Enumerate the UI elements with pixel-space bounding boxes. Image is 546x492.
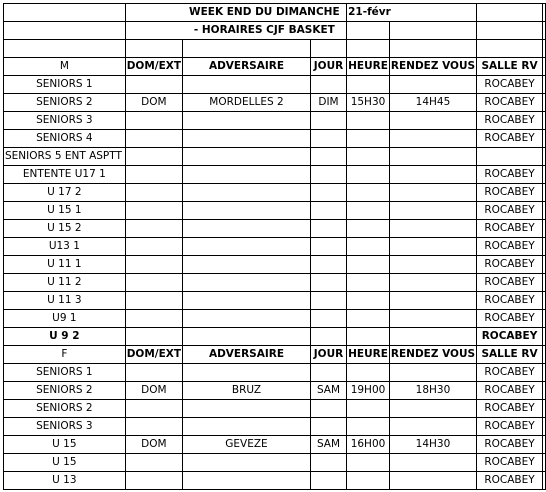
table-row xyxy=(4,400,546,418)
salle-cell[interactable]: ROCABEY xyxy=(477,328,543,346)
jour-cell[interactable] xyxy=(310,364,346,382)
salle-cell[interactable]: ROCABEY xyxy=(477,436,543,454)
adversaire-cell[interactable]: GEVEZE xyxy=(183,436,311,454)
salle-cell[interactable]: ROCABEY xyxy=(477,238,543,256)
team-cell[interactable]: U 11 3 xyxy=(4,292,126,310)
sheet-title[interactable]: WEEK END DU DIMANCHE xyxy=(183,4,347,22)
column-header[interactable]: RENDEZ VOUS xyxy=(389,58,476,76)
table-row xyxy=(4,436,546,454)
rdv-cell[interactable] xyxy=(389,238,476,256)
salle-cell[interactable]: ROCABEY xyxy=(477,382,543,400)
heure-cell[interactable] xyxy=(347,328,390,346)
cell[interactable] xyxy=(542,418,545,436)
rdv-cell[interactable] xyxy=(389,364,476,382)
sheet-subtitle[interactable]: - HORAIRES CJF BASKET xyxy=(183,22,347,40)
salle-cell[interactable]: ROCABEY xyxy=(477,220,543,238)
jour-cell[interactable] xyxy=(310,148,346,166)
team-cell[interactable]: SENIORS 4 xyxy=(4,130,126,148)
adversaire-cell[interactable] xyxy=(183,418,311,436)
heure-cell[interactable] xyxy=(347,238,390,256)
column-header[interactable]: M xyxy=(4,58,126,76)
jour-cell[interactable] xyxy=(310,274,346,292)
adversaire-cell[interactable] xyxy=(183,256,311,274)
salle-cell[interactable]: ROCABEY xyxy=(477,112,543,130)
cell[interactable] xyxy=(4,4,126,22)
domext-cell[interactable] xyxy=(125,130,182,148)
adversaire-cell[interactable] xyxy=(183,238,311,256)
table-row xyxy=(4,220,546,238)
team-cell[interactable]: U 15 xyxy=(4,454,126,472)
salle-cell[interactable]: ROCABEY xyxy=(477,400,543,418)
salle-cell[interactable]: ROCABEY xyxy=(477,274,543,292)
jour-cell[interactable] xyxy=(310,256,346,274)
table-row xyxy=(4,130,546,148)
domext-cell[interactable] xyxy=(125,256,182,274)
team-cell[interactable]: U 13 xyxy=(4,472,126,490)
rdv-cell[interactable] xyxy=(389,220,476,238)
sheet-body xyxy=(4,4,546,490)
column-header[interactable]: ADVERSAIRE xyxy=(183,58,311,76)
rdv-cell[interactable] xyxy=(389,76,476,94)
table-row xyxy=(4,364,546,382)
table-row xyxy=(4,418,546,436)
domext-cell[interactable] xyxy=(125,418,182,436)
table-row xyxy=(4,292,546,310)
cell[interactable] xyxy=(542,400,545,418)
cell[interactable] xyxy=(542,22,545,40)
rdv-cell[interactable] xyxy=(389,274,476,292)
table-row xyxy=(4,94,546,112)
table-row xyxy=(4,454,546,472)
women-header-row xyxy=(4,346,546,364)
cell[interactable] xyxy=(4,40,126,58)
cell[interactable] xyxy=(389,22,476,40)
rdv-cell[interactable] xyxy=(389,184,476,202)
cell[interactable] xyxy=(542,184,545,202)
rdv-cell[interactable] xyxy=(389,472,476,490)
heure-cell[interactable] xyxy=(347,112,390,130)
salle-cell[interactable]: ROCABEY xyxy=(477,364,543,382)
domext-cell[interactable] xyxy=(125,148,182,166)
cell[interactable] xyxy=(542,382,545,400)
rdv-cell[interactable]: 14H30 xyxy=(389,436,476,454)
cell[interactable] xyxy=(542,58,545,76)
heure-cell[interactable] xyxy=(347,166,390,184)
cell[interactable] xyxy=(542,346,545,364)
cell[interactable] xyxy=(542,328,545,346)
team-cell[interactable]: U 17 2 xyxy=(4,184,126,202)
table-row xyxy=(4,112,546,130)
heure-cell[interactable] xyxy=(347,148,390,166)
table-row xyxy=(4,472,546,490)
heure-cell[interactable] xyxy=(347,292,390,310)
heure-cell[interactable] xyxy=(347,184,390,202)
cell[interactable] xyxy=(542,472,545,490)
table-row xyxy=(4,184,546,202)
cell[interactable] xyxy=(542,112,545,130)
rdv-cell[interactable] xyxy=(389,400,476,418)
cell-cursor xyxy=(542,94,543,110)
salle-cell[interactable]: ROCABEY xyxy=(477,184,543,202)
heure-cell[interactable] xyxy=(347,274,390,292)
column-header[interactable]: JOUR xyxy=(310,346,346,364)
adversaire-cell[interactable]: MORDELLES 2 xyxy=(183,94,311,112)
cell[interactable] xyxy=(542,256,545,274)
jour-cell[interactable] xyxy=(310,184,346,202)
heure-cell[interactable] xyxy=(347,364,390,382)
column-header[interactable]: JOUR xyxy=(310,58,346,76)
jour-cell[interactable] xyxy=(310,202,346,220)
team-cell[interactable]: SENIORS 2 xyxy=(4,400,126,418)
team-cell[interactable]: U13 1 xyxy=(4,238,126,256)
table-row xyxy=(4,76,546,94)
adversaire-cell[interactable] xyxy=(183,184,311,202)
column-header[interactable]: RENDEZ VOUS xyxy=(389,346,476,364)
rdv-cell[interactable] xyxy=(389,292,476,310)
cell[interactable] xyxy=(542,76,545,94)
heure-cell[interactable]: 19H00 xyxy=(347,382,390,400)
adversaire-cell[interactable] xyxy=(183,454,311,472)
cell[interactable] xyxy=(542,364,545,382)
rdv-cell[interactable] xyxy=(389,256,476,274)
salle-cell[interactable]: ROCABEY xyxy=(477,418,543,436)
jour-cell[interactable] xyxy=(310,400,346,418)
adversaire-cell[interactable]: BRUZ xyxy=(183,382,311,400)
rdv-cell[interactable] xyxy=(389,310,476,328)
column-header[interactable]: ADVERSAIRE xyxy=(183,346,311,364)
rdv-cell[interactable]: 18H30 xyxy=(389,382,476,400)
men-header-row xyxy=(4,58,546,76)
adversaire-cell[interactable] xyxy=(183,130,311,148)
salle-cell[interactable]: ROCABEY xyxy=(477,454,543,472)
domext-cell[interactable] xyxy=(125,472,182,490)
team-cell[interactable]: SENIORS 3 xyxy=(4,112,126,130)
rdv-cell[interactable] xyxy=(389,130,476,148)
adversaire-cell[interactable] xyxy=(183,310,311,328)
table-row xyxy=(4,148,546,166)
table-row xyxy=(4,328,546,346)
adversaire-cell[interactable] xyxy=(183,148,311,166)
cell[interactable] xyxy=(542,202,545,220)
salle-cell[interactable]: ROCABEY xyxy=(477,94,543,112)
jour-cell[interactable] xyxy=(310,130,346,148)
heure-cell[interactable] xyxy=(347,76,390,94)
rdv-cell[interactable] xyxy=(389,202,476,220)
heure-cell[interactable]: 16H00 xyxy=(347,436,390,454)
cell[interactable] xyxy=(4,22,126,40)
table-row xyxy=(4,310,546,328)
salle-cell[interactable]: ROCABEY xyxy=(477,256,543,274)
column-header[interactable]: DOM/EXT xyxy=(125,58,182,76)
salle-cell[interactable]: ROCABEY xyxy=(477,202,543,220)
rdv-cell[interactable] xyxy=(389,148,476,166)
jour-cell[interactable] xyxy=(310,220,346,238)
cell[interactable] xyxy=(125,4,182,22)
rdv-cell[interactable] xyxy=(389,454,476,472)
adversaire-cell[interactable] xyxy=(183,112,311,130)
heure-cell[interactable]: 15H30 xyxy=(347,94,390,112)
rdv-cell[interactable] xyxy=(389,328,476,346)
domext-cell[interactable] xyxy=(125,310,182,328)
salle-cell[interactable]: ROCABEY xyxy=(477,166,543,184)
domext-cell[interactable] xyxy=(125,184,182,202)
rdv-cell[interactable] xyxy=(389,112,476,130)
cell[interactable] xyxy=(542,238,545,256)
heure-cell[interactable] xyxy=(347,454,390,472)
column-header[interactable]: SALLE RV xyxy=(477,346,543,364)
domext-cell[interactable]: DOM xyxy=(125,382,182,400)
column-header[interactable]: DOM/EXT xyxy=(125,346,182,364)
cell[interactable] xyxy=(389,40,476,58)
sheet-date[interactable]: 21-févr xyxy=(347,4,477,22)
title-row-2 xyxy=(4,22,546,40)
domext-cell[interactable] xyxy=(125,328,182,346)
salle-cell[interactable] xyxy=(477,148,543,166)
jour-cell[interactable] xyxy=(310,76,346,94)
domext-cell[interactable] xyxy=(125,76,182,94)
team-cell[interactable]: U 11 2 xyxy=(4,274,126,292)
cell[interactable] xyxy=(542,220,545,238)
cell[interactable] xyxy=(542,436,545,454)
adversaire-cell[interactable] xyxy=(183,274,311,292)
jour-cell[interactable] xyxy=(310,166,346,184)
salle-cell[interactable]: ROCABEY xyxy=(477,76,543,94)
rdv-cell[interactable] xyxy=(389,166,476,184)
adversaire-cell[interactable] xyxy=(183,202,311,220)
adversaire-cell[interactable] xyxy=(183,364,311,382)
table-row xyxy=(4,238,546,256)
domext-cell[interactable] xyxy=(125,454,182,472)
column-header[interactable]: HEURE xyxy=(347,346,390,364)
jour-cell[interactable] xyxy=(310,454,346,472)
jour-cell[interactable] xyxy=(310,328,346,346)
table-row xyxy=(4,166,546,184)
jour-cell[interactable] xyxy=(310,418,346,436)
cell[interactable] xyxy=(310,40,346,58)
domext-cell[interactable] xyxy=(125,112,182,130)
salle-cell[interactable]: ROCABEY xyxy=(477,310,543,328)
jour-cell[interactable] xyxy=(310,310,346,328)
heure-cell[interactable] xyxy=(347,472,390,490)
heure-cell[interactable] xyxy=(347,256,390,274)
team-cell[interactable]: U 15 1 xyxy=(4,202,126,220)
schedule-sheet xyxy=(3,3,546,490)
cell[interactable] xyxy=(542,40,545,58)
domext-cell[interactable]: DOM xyxy=(125,436,182,454)
jour-cell[interactable] xyxy=(310,292,346,310)
domext-cell[interactable] xyxy=(125,238,182,256)
spacer-row xyxy=(4,40,546,58)
adversaire-cell[interactable] xyxy=(183,472,311,490)
adversaire-cell[interactable] xyxy=(183,166,311,184)
domext-cell[interactable] xyxy=(125,274,182,292)
team-cell[interactable]: SENIORS 3 xyxy=(4,418,126,436)
heure-cell[interactable] xyxy=(347,220,390,238)
cell[interactable] xyxy=(477,4,543,22)
team-cell[interactable]: SENIORS 1 xyxy=(4,364,126,382)
adversaire-cell[interactable] xyxy=(183,328,311,346)
jour-cell[interactable]: SAM xyxy=(310,436,346,454)
cell[interactable] xyxy=(347,22,390,40)
domext-cell[interactable] xyxy=(125,292,182,310)
salle-cell[interactable]: ROCABEY xyxy=(477,472,543,490)
cell[interactable] xyxy=(542,4,545,22)
team-cell[interactable]: U 9 2 xyxy=(4,328,126,346)
cell[interactable] xyxy=(542,274,545,292)
jour-cell[interactable]: DIM xyxy=(310,94,346,112)
table-row xyxy=(4,256,546,274)
team-cell[interactable]: SENIORS 5 ENT ASPTT xyxy=(4,148,126,166)
cell[interactable] xyxy=(183,40,311,58)
domext-cell[interactable] xyxy=(125,166,182,184)
team-cell[interactable]: U 15 xyxy=(4,436,126,454)
cell[interactable] xyxy=(542,310,545,328)
jour-cell[interactable] xyxy=(310,472,346,490)
title-row-1 xyxy=(4,4,546,22)
team-cell[interactable]: ENTENTE U17 1 xyxy=(4,166,126,184)
domext-cell[interactable] xyxy=(125,364,182,382)
cell[interactable] xyxy=(542,454,545,472)
cell[interactable] xyxy=(125,40,182,58)
team-cell[interactable]: SENIORS 2 xyxy=(4,94,126,112)
team-cell[interactable]: U9 1 xyxy=(4,310,126,328)
column-header[interactable]: F xyxy=(4,346,126,364)
jour-cell[interactable]: SAM xyxy=(310,382,346,400)
heure-cell[interactable] xyxy=(347,418,390,436)
heure-cell[interactable] xyxy=(347,400,390,418)
table-row xyxy=(4,274,546,292)
adversaire-cell[interactable] xyxy=(183,292,311,310)
cell[interactable] xyxy=(477,40,543,58)
adversaire-cell[interactable] xyxy=(183,400,311,418)
salle-cell[interactable]: ROCABEY xyxy=(477,292,543,310)
rdv-cell[interactable]: 14H45 xyxy=(389,94,476,112)
team-cell[interactable]: SENIORS 1 xyxy=(4,76,126,94)
rdv-cell[interactable] xyxy=(389,418,476,436)
jour-cell[interactable] xyxy=(310,238,346,256)
heure-cell[interactable] xyxy=(347,310,390,328)
cell[interactable] xyxy=(542,166,545,184)
domext-cell[interactable] xyxy=(125,202,182,220)
column-header[interactable]: SALLE RV xyxy=(477,58,543,76)
table-row xyxy=(4,382,546,400)
domext-cell[interactable] xyxy=(125,220,182,238)
cell[interactable] xyxy=(477,22,543,40)
cell[interactable] xyxy=(347,40,390,58)
adversaire-cell[interactable] xyxy=(183,76,311,94)
column-header[interactable]: HEURE xyxy=(347,58,390,76)
team-cell[interactable]: U 11 1 xyxy=(4,256,126,274)
cell[interactable] xyxy=(542,130,545,148)
salle-cell[interactable]: ROCABEY xyxy=(477,130,543,148)
table-row xyxy=(4,202,546,220)
adversaire-cell[interactable] xyxy=(183,220,311,238)
domext-cell[interactable]: DOM xyxy=(125,94,182,112)
team-cell[interactable]: SENIORS 2 xyxy=(4,382,126,400)
team-cell[interactable]: U 15 2 xyxy=(4,220,126,238)
domext-cell[interactable] xyxy=(125,400,182,418)
heure-cell[interactable] xyxy=(347,130,390,148)
cell[interactable] xyxy=(125,22,182,40)
jour-cell[interactable] xyxy=(310,112,346,130)
heure-cell[interactable] xyxy=(347,202,390,220)
cell[interactable] xyxy=(542,292,545,310)
cell[interactable] xyxy=(542,148,545,166)
